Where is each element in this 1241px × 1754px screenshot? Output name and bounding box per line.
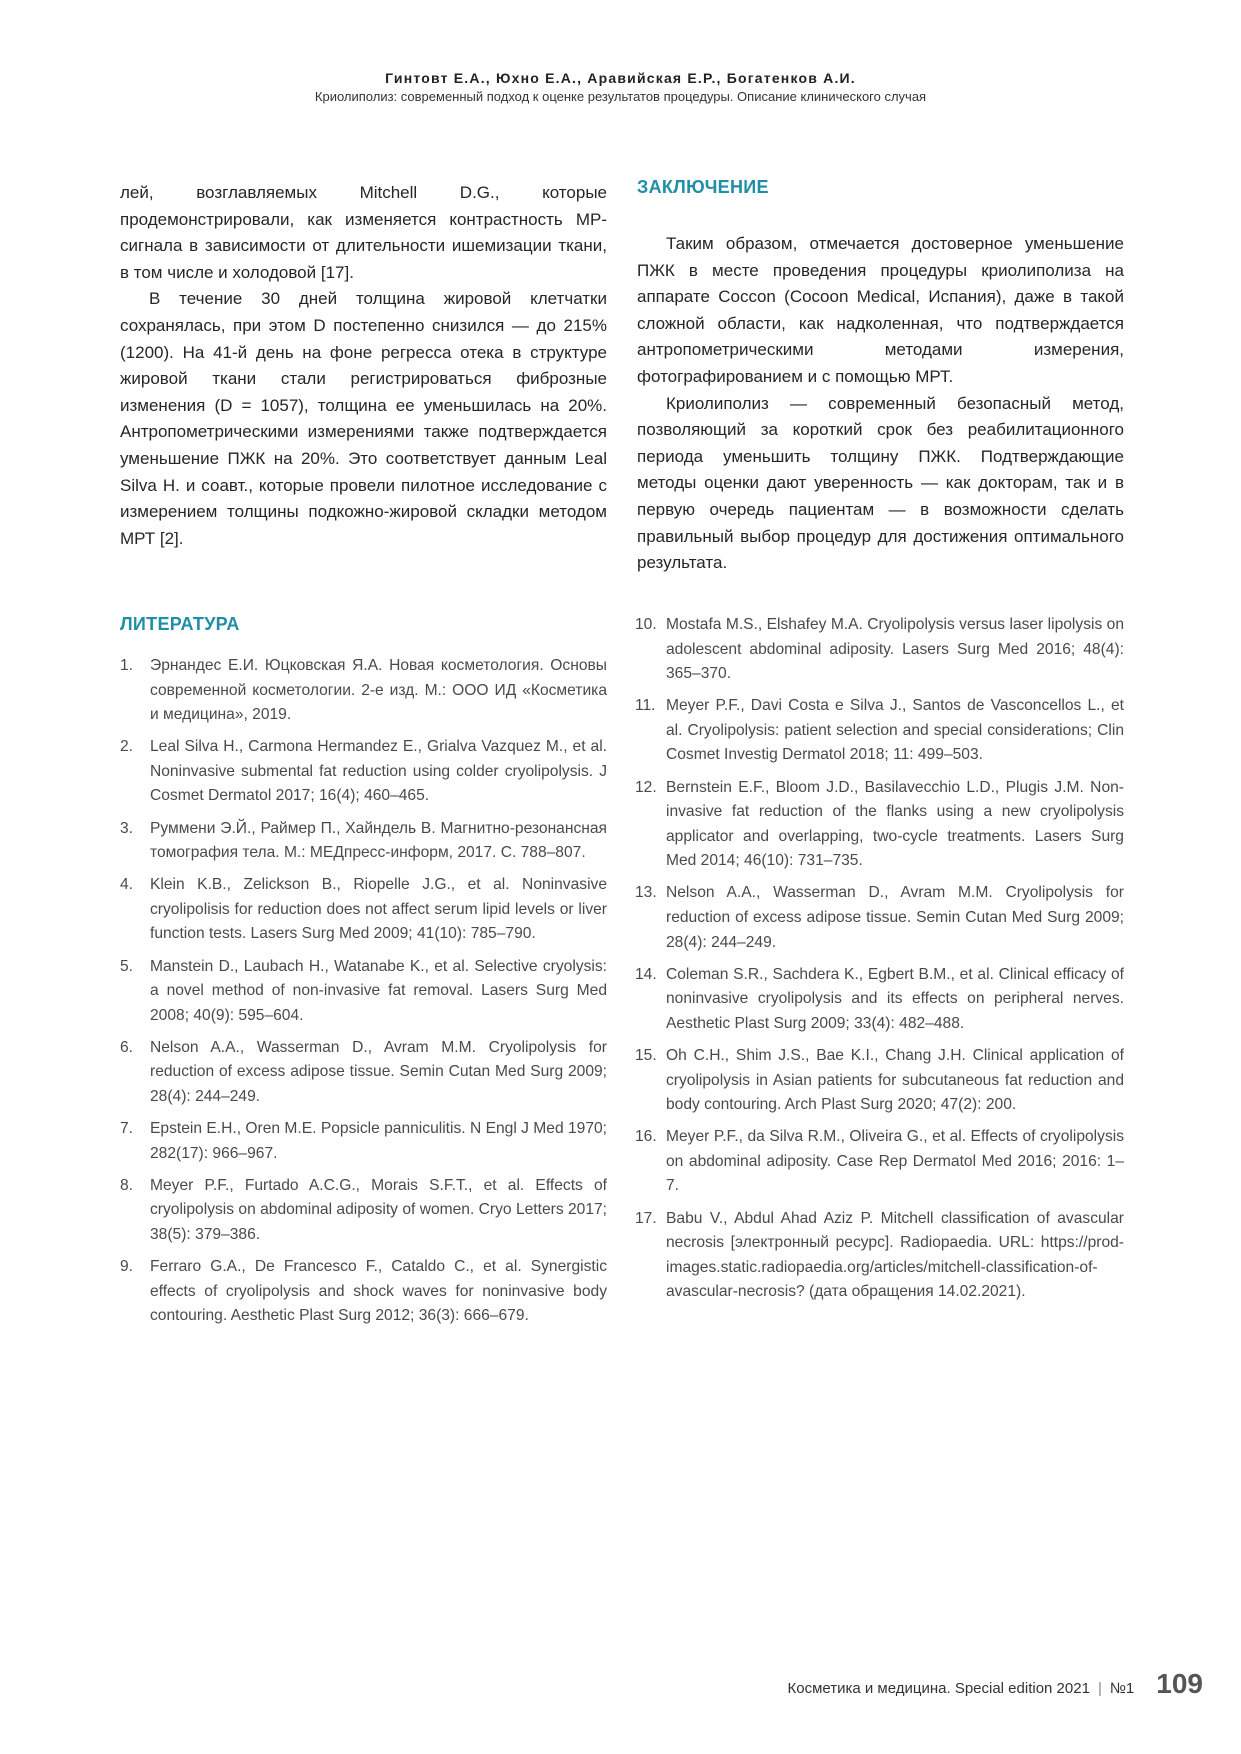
reference-item bbox=[637, 1044, 1124, 1118]
reference-text: Руммени Э.Й., Раймер П., Хайндель В. Магнитно-резонансная томография тела. М.: МЕДпресс-информ, 2017. С. 788–807. bbox=[150, 819, 607, 862]
reference-text: Meyer P.F., da Silva R.M., Oliveira G., et al. Effects of cryolipolysis on abdominal adiposity. Case Rep Dermatol Med 2016; 2016: 1–7. bbox=[666, 1128, 1124, 1195]
reference-item bbox=[120, 654, 607, 728]
reference-number: 6. bbox=[120, 1038, 134, 1056]
reference-item bbox=[120, 1255, 607, 1329]
header-article-title: Криолиполиз: современный подход к оценке результатов процедуры. Описание клинического случая bbox=[314, 89, 927, 104]
reference-number: 4. bbox=[120, 876, 134, 894]
reference-item bbox=[637, 963, 1124, 1037]
references-heading: ЛИТЕРАТУРА bbox=[120, 614, 240, 634]
reference-item bbox=[120, 735, 607, 809]
reference-number: 5. bbox=[120, 957, 134, 975]
reference-text: Meyer P.F., Davi Costa e Silva J., Santos de Vasconcellos L., et al. Cryolipolysis: patient selection and special considerations; Clin Cosmet Investig Dermatol 2018; 11: 499–503. bbox=[666, 697, 1124, 764]
running-header bbox=[0, 70, 1241, 104]
body-paragraph: лей, возглавляемых Mitchell D.G., которые продемонстрировали, как изменяется контрастность МР-сигнала в зависимости от длительности ишемизации ткани, в том числе и холодовой [17]. bbox=[120, 183, 607, 282]
reference-text: Klein K.B., Zelickson B., Riopelle J.G., et al. Noninvasive cryolipolisis for reduction does not affect serum lipid levels or liver function tests. Lasers Surg Med 2009; 41(10): 785–790. bbox=[150, 876, 607, 943]
reference-item bbox=[637, 776, 1124, 874]
conclusion-text bbox=[637, 231, 1124, 577]
conclusion-paragraph: Криолиполиз — современный безопасный метод, позволяющий за короткий срок без реабилитационного периода уменьшить толщину ПЖК. Подтверждающие методы оценки дают уверенность — как докторам, так и в первую очередь пациентам — в возможности сделать правильный выбор процедур для достижения оптимального результата. bbox=[637, 393, 1124, 573]
reference-number: 7. bbox=[120, 1120, 134, 1138]
reference-text: Эрнандес Е.И. Юцковская Я.А. Новая косметология. Основы современной косметологии. 2-е изд. М.: ООО ИД «Косметика и медицина», 2019. bbox=[150, 657, 607, 724]
page-number: 109 bbox=[1156, 1668, 1203, 1699]
footer-separator: | bbox=[1097, 1680, 1102, 1697]
reference-text: Bernstein E.F., Bloom J.D., Basilavecchio L.D., Plugis J.M. Non-invasive fat reduction of the flanks using a new cryolipolysis applicator and overlapping, two-cycle treatments. Lasers Surg Med 2014; 46(10): 731–735. bbox=[666, 778, 1124, 870]
reference-item bbox=[637, 881, 1124, 955]
reference-item bbox=[120, 1174, 607, 1248]
reference-item bbox=[120, 817, 607, 866]
page-footer bbox=[788, 1668, 1204, 1700]
references-list-right bbox=[637, 613, 1124, 1312]
reference-text: Ferraro G.A., De Francesco F., Cataldo C., et al. Synergistic effects of cryolipolysis and shock waves for noninvasive body contouring. Aesthetic Plast Surg 2012; 36(3): 666–679. bbox=[150, 1258, 607, 1325]
reference-item bbox=[120, 873, 607, 947]
reference-number: 13. bbox=[635, 884, 657, 902]
reference-text: Nelson A.A., Wasserman D., Avram M.M. Cryolipolysis for reduction of excess adipose tissue. Semin Cutan Med Surg 2009; 28(4): 244–249. bbox=[666, 884, 1124, 951]
reference-number: 3. bbox=[120, 819, 134, 837]
reference-text: Meyer P.F., Furtado A.C.G., Morais S.F.T., et al. Effects of cryolipolysis on abdominal adiposity of women. Cryo Letters 2017; 38(5): 379–386. bbox=[150, 1176, 607, 1243]
reference-number: 9. bbox=[120, 1258, 134, 1276]
issue-number: №1 bbox=[1109, 1680, 1135, 1697]
reference-text: Oh C.H., Shim J.S., Bae K.I., Chang J.H. Clinical application of cryolipolysis in Asian patients for subcutaneous fat reduction and body contouring. Arch Plast Surg 2020; 47(2): 200. bbox=[666, 1047, 1124, 1114]
reference-text: Babu V., Abdul Ahad Aziz P. Mitchell classification of avascular necrosis [электронный ресурс]. Radiopaedia. URL: https://prod-images.static.radiopaedia.org/articles/mitchell-classification-of-avascular-necrosis? (дата обращения 14.02.2021). bbox=[666, 1209, 1124, 1301]
reference-number: 14. bbox=[635, 965, 657, 983]
reference-item bbox=[120, 1117, 607, 1166]
journal-name: Косметика и медицина. Special edition 2021 bbox=[787, 1680, 1090, 1697]
reference-number: 2. bbox=[120, 738, 134, 756]
reference-number: 1. bbox=[120, 657, 134, 674]
reference-number: 17. bbox=[635, 1209, 657, 1227]
body-paragraph: В течение 30 дней толщина жировой клетчатки сохранялась, при этом D постепенно снизился — до 215% (1200). На 41-й день на фоне регресса отека в структуре жировой ткани стали регистрироваться фиброзные изменения (D = 1057), толщина ее уменьшилась на 20%. Антропометрическими измерениями также подтверждается уменьшение ПЖК на 20%. Это соответствует данным Leal Silva H. и соавт., которые провели пилотное исследование с измерением толщины подкожно-жировой складки методом МРТ [2]. bbox=[120, 289, 607, 548]
reference-number: 15. bbox=[635, 1047, 657, 1064]
header-authors: Гинтовт Е.А., Юхно Е.А., Аравийская Е.Р., Богатенков А.И. bbox=[385, 70, 856, 86]
references-list-left bbox=[120, 654, 607, 1336]
reference-text: Nelson A.A., Wasserman D., Avram M.M. Cryolipolysis for reduction of excess adipose tissue. Semin Cutan Med Surg 2009; 28(4): 244–249. bbox=[150, 1038, 607, 1105]
conclusion-heading: ЗАКЛЮЧЕНИЕ bbox=[637, 177, 769, 197]
reference-item bbox=[120, 955, 607, 1029]
reference-number: 10. bbox=[635, 616, 657, 633]
reference-text: Manstein D., Laubach H., Watanabe K., et al. Selective cryolysis: a novel method of non-invasive fat removal. Lasers Surg Med 2008; 40(9): 595–604. bbox=[150, 957, 607, 1024]
left-body-text bbox=[120, 180, 607, 552]
reference-text: Coleman S.R., Sachdera K., Egbert B.M., et al. Clinical efficacy of noninvasive cryolipolysis and its effects on peripheral nerves. Aesthetic Plast Surg 2009; 33(4): 482–488. bbox=[666, 965, 1124, 1032]
reference-number: 8. bbox=[120, 1176, 134, 1194]
reference-number: 16. bbox=[635, 1128, 657, 1146]
reference-number: 11. bbox=[635, 697, 656, 715]
reference-item bbox=[637, 694, 1124, 768]
reference-text: Mostafa M.S., Elshafey M.A. Cryolipolysis versus laser lipolysis on adolescent abdominal adiposity. Lasers Surg Med 2016; 48(4): 365–370. bbox=[666, 616, 1124, 683]
reference-text: Epstein E.H., Oren M.E. Popsicle panniculitis. N Engl J Med 1970; 282(17): 966–967. bbox=[150, 1120, 607, 1162]
reference-item bbox=[637, 1207, 1124, 1305]
reference-number: 12. bbox=[635, 778, 657, 796]
reference-item bbox=[637, 1125, 1124, 1199]
reference-item bbox=[637, 613, 1124, 687]
conclusion-paragraph: Таким образом, отмечается достоверное уменьшение ПЖК в месте проведения процедуры криолиполиза на аппарате Coccon (Cocoon Medical, Испания), даже в такой сложной области, как надколенная, что подтверждается антропометрическими методами измерения, фотографированием и с помощью МРТ. bbox=[637, 234, 1124, 386]
reference-text: Leal Silva H., Carmona Hermandez E., Grialva Vazquez M., et al. Noninvasive submental fat reduction using colder cryolipolysis. J Cosmet Dermatol 2017; 16(4); 460–465. bbox=[150, 738, 607, 805]
reference-item bbox=[120, 1036, 607, 1110]
